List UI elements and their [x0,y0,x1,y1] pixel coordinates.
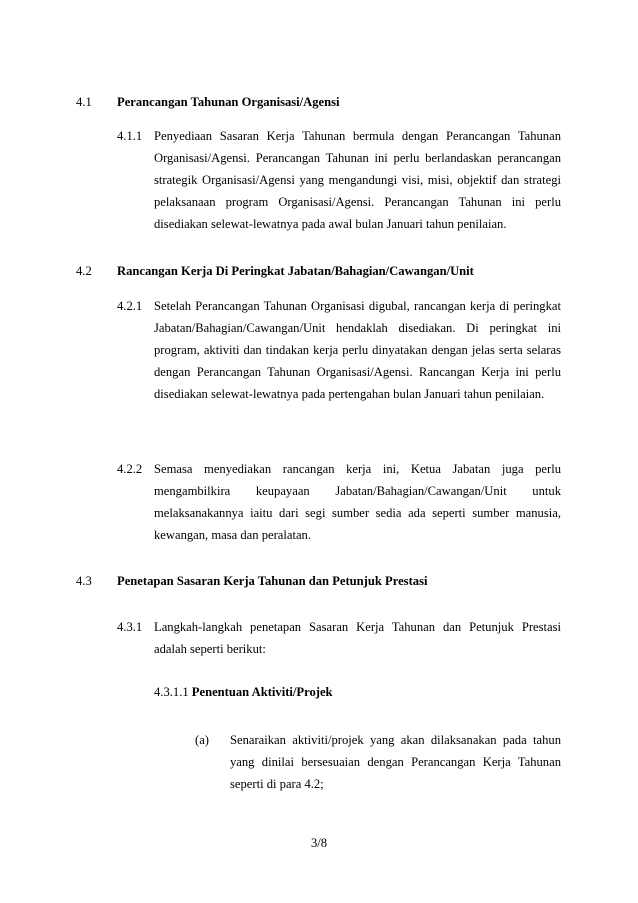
subsection-number: 4.3.1 [117,620,143,634]
subsection-paragraph: Penyediaan Sasaran Kerja Tahunan bermula dengan Perancangan Tahunan Organisasi/Agensi. Perancangan Tahunan ini perlu berlandaskan perancangan strategik Organisasi/Agensi yang mengandungi visi, misi, objektif dan strategi pelaksanaan program Organisasi/Agensi. Perancangan Tahunan ini perlu disediakan selewat-lewatnya pada awal bulan Januari tahun penilaian. [154,129,561,231]
subsubsection-number: 4.3.1.1 [154,685,189,699]
section-number: 4.2 [76,264,92,278]
subsubsection-heading [154,685,333,700]
subsection-number: 4.1.1 [117,129,143,143]
section-title: Rancangan Kerja Di Peringkat Jabatan/Bahagian/Cawangan/Unit [117,264,474,278]
subsection-paragraph: Setelah Perancangan Tahunan Organisasi digubal, rancangan kerja di peringkat Jabatan/Bahagian/Cawangan/Unit hendaklah disediakan. Di peringkat ini program, aktiviti dan tindakan kerja perlu dinyatakan dengan jelas serta selaras dengan Perancangan Tahunan Organisasi/Agensi. Rancangan Kerja ini perlu disediakan selewat-lewatnya pada pertengahan bulan Januari tahun penilaian. [154,299,561,401]
section-title: Penetapan Sasaran Kerja Tahunan dan Petunjuk Prestasi [117,574,428,588]
subsection-number: 4.2.2 [117,462,143,476]
page-number: 3/8 [310,836,328,850]
section-number: 4.3 [76,574,92,588]
subsubsection-title: Penentuan Aktiviti/Projek [191,685,333,699]
section-number: 4.1 [76,95,92,109]
list-item-text: Senaraikan aktiviti/projek yang akan dilaksanakan pada tahun yang dinilai bersesuaian dengan Perancangan Kerja Tahunan seperti di para 4.2; [230,733,561,791]
subsection-paragraph: Langkah-langkah penetapan Sasaran Kerja Tahunan dan Petunjuk Prestasi adalah seperti berikut: [154,620,561,656]
list-item-label: (a) [195,733,209,747]
subsection-paragraph: Semasa menyediakan rancangan kerja ini, Ketua Jabatan juga perlu mengambilkira keupayaan Jabatan/Bahagian/Cawangan/Unit untuk melaksanakannya iaitu dari segi sumber sedia ada seperti sumber manusia, kewangan, masa dan peralatan. [154,462,561,542]
subsection-number: 4.2.1 [117,299,143,313]
section-title: Perancangan Tahunan Organisasi/Agensi [117,95,340,109]
